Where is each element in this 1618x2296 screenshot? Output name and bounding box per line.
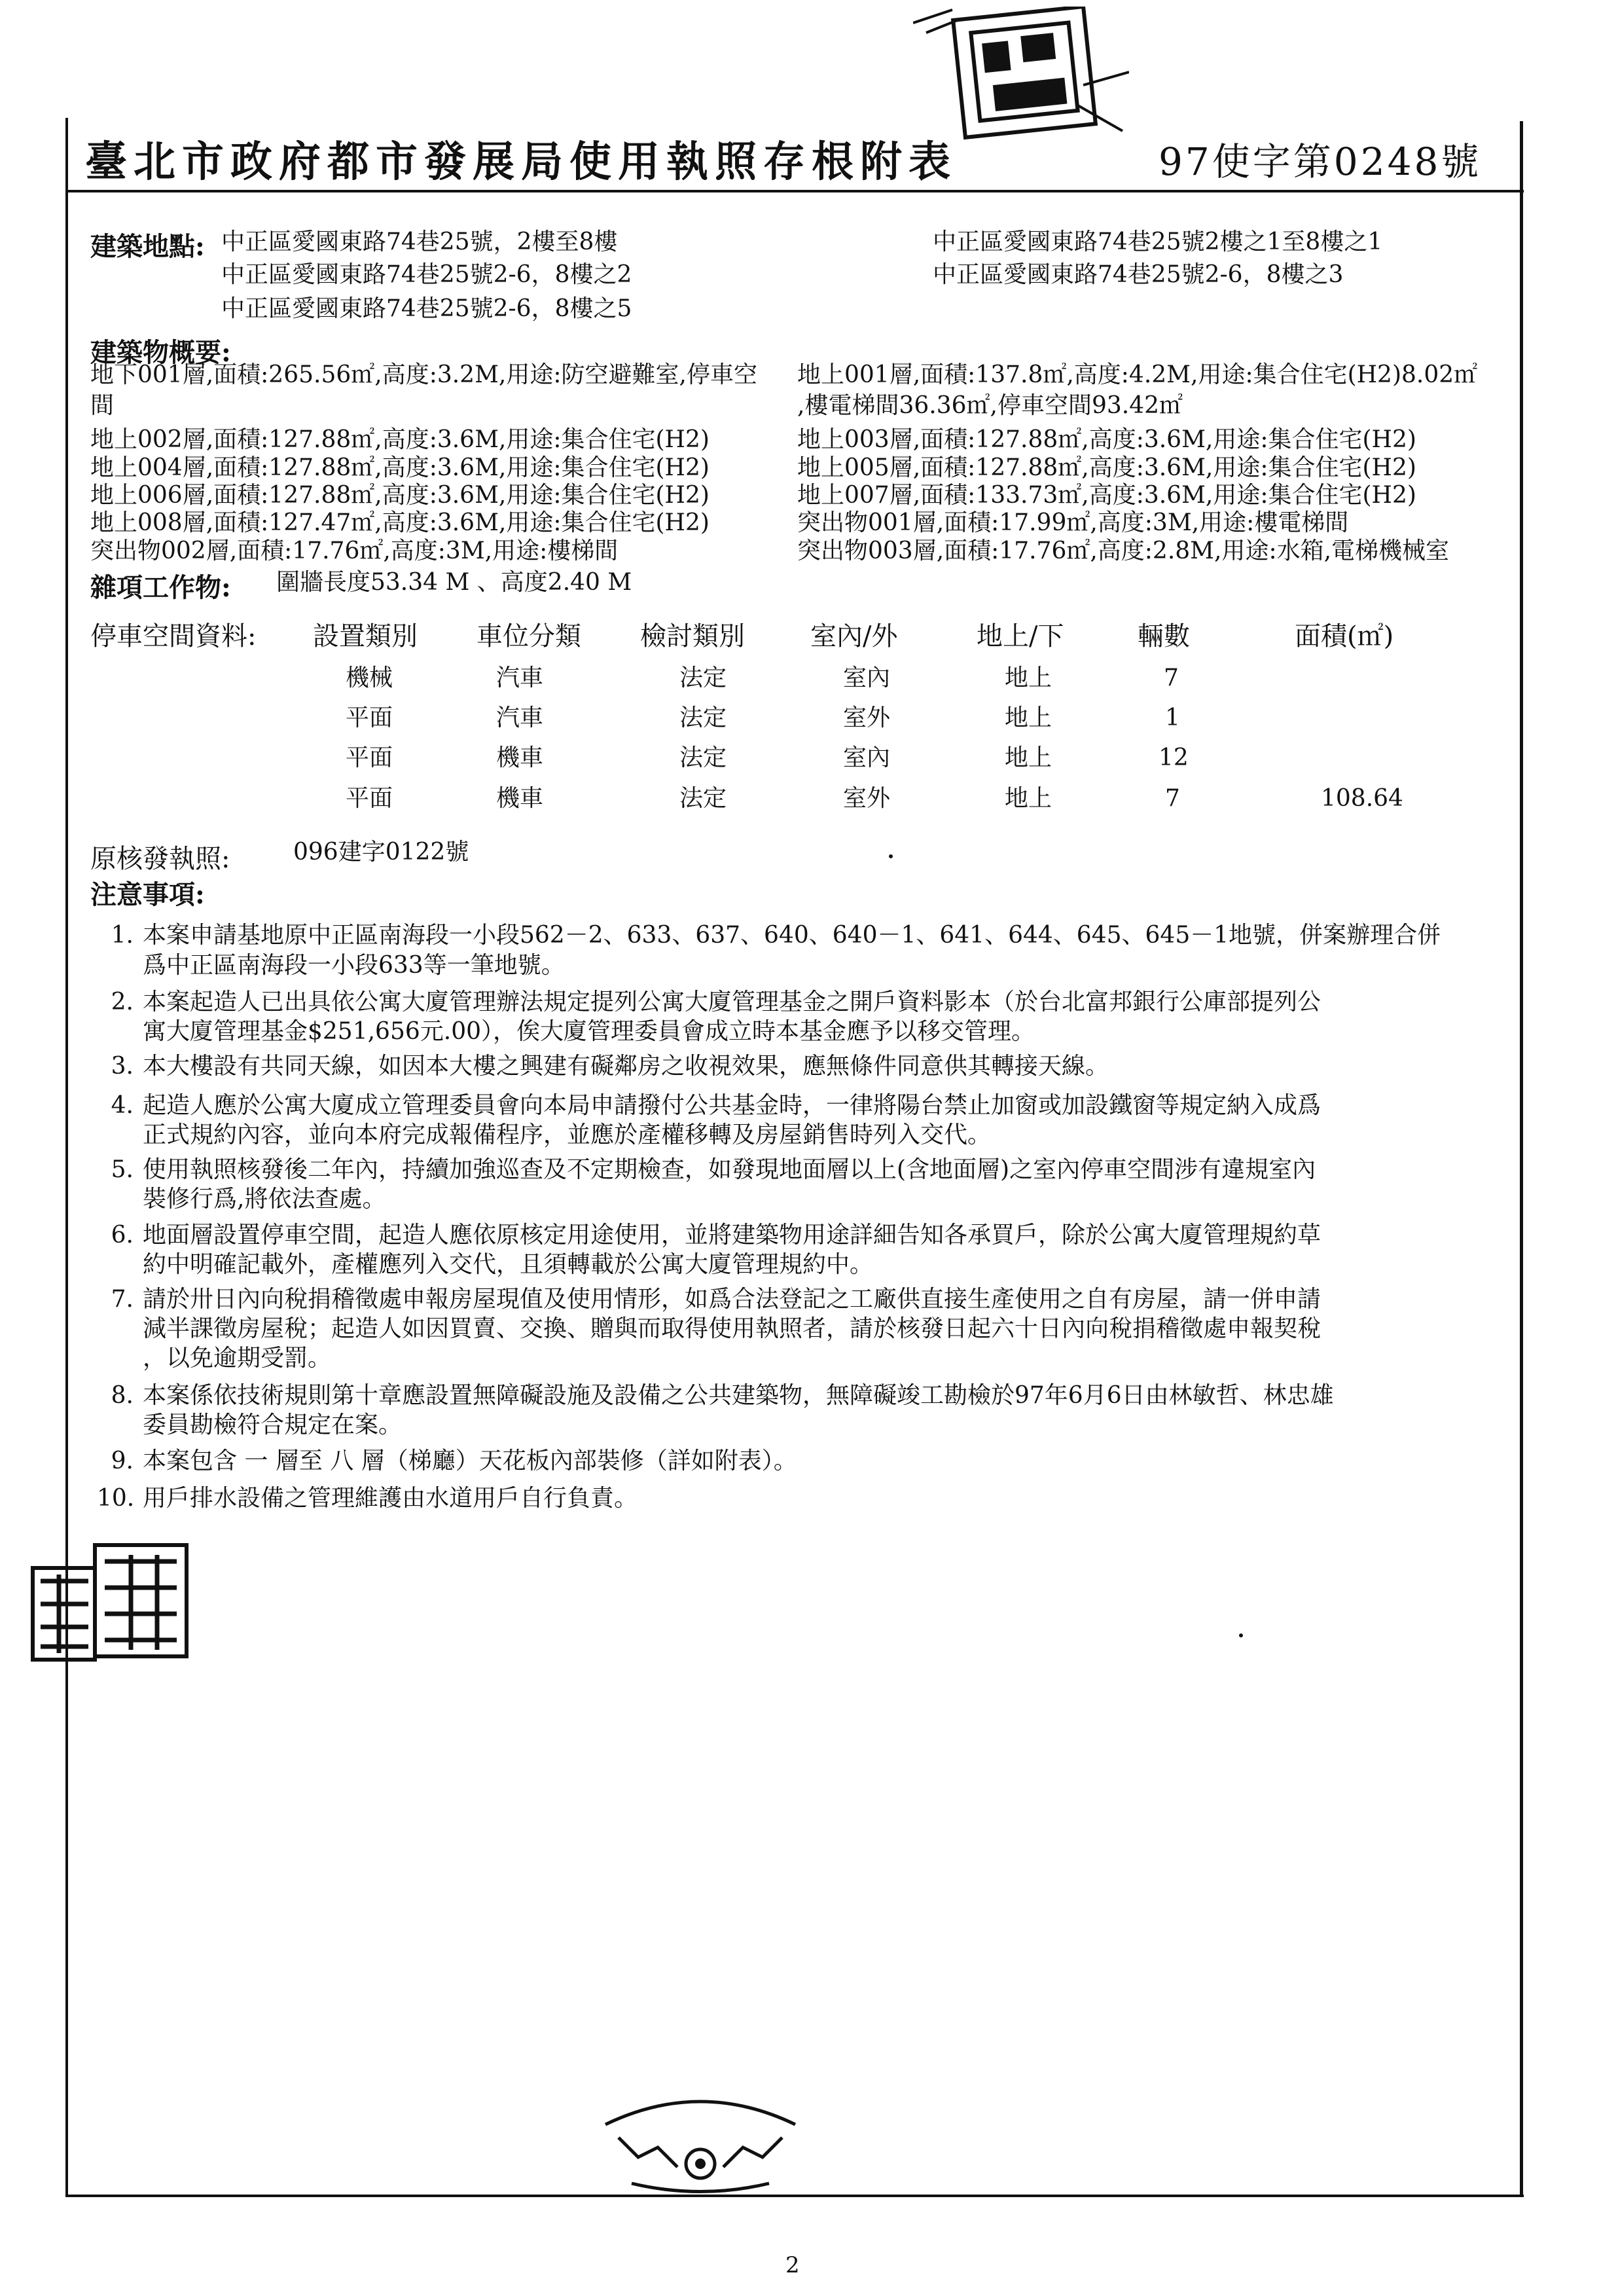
note-item: 3. 本大樓設有共同天線，如因本大樓之興建有礙鄰房之收視效果，應無條件同意供其轉接天線。 <box>111 1053 1109 1080</box>
permit-number: 97使字第0248號 <box>1159 139 1482 184</box>
parking-header: 檢討類別 <box>640 621 745 651</box>
parking-header: 輛數 <box>1138 621 1190 651</box>
note-continuation: ，以免逾期受罰。 <box>143 1345 332 1372</box>
parking-header: 設置類別 <box>313 621 418 651</box>
note-continuation: 爲中正區南海段一小段633等一筆地號。 <box>143 952 565 979</box>
original-permit-value: 096建字0122號 <box>293 839 469 866</box>
page-number: 2 <box>785 2252 800 2278</box>
parking-cell: 地上 <box>1005 704 1052 731</box>
parking-cell: 平面 <box>346 744 393 771</box>
overview-item: 地下001層,面積:265.56㎡,高度:3.2M,用途:防空避難室,停車空 <box>90 361 757 388</box>
note-continuation: 委員勘檢符合規定在案。 <box>143 1412 403 1438</box>
overview-item: 地上006層,面積:127.88㎡,高度:3.6M,用途:集合住宅(H2) <box>90 482 710 509</box>
note-continuation: 減半課徵房屋稅；起造人如因買賣、交換、贈與而取得使用執照者，請於核發日起六十日內向稅捐稽徵處申報契稅 <box>143 1315 1321 1342</box>
parking-header: 面積(㎡) <box>1295 621 1394 651</box>
parking-cell: 室內 <box>843 665 891 691</box>
parking-cell: 法定 <box>679 704 727 731</box>
official-seal-icon <box>913 7 1129 147</box>
parking-cell: 7 <box>1165 785 1180 812</box>
note-item: 6. 地面層設置停車空間，起造人應依原核定用途使用，並將建築物用途詳細告知各承買戶，除於公寓大廈管理規約草 <box>111 1222 1321 1248</box>
note-item: 2. 本案起造人已出具依公寓大廈管理辦法規定提列公寓大廈管理基金之開戶資料影本（於台北富邦銀行公庫部提列公 <box>111 989 1321 1015</box>
parking-cell: 平面 <box>346 785 393 812</box>
parking-header: 室內/外 <box>810 621 898 651</box>
bottom-seal-icon <box>592 2085 808 2196</box>
note-continuation: 約中明確記載外，產權應列入交代，且須轉載於公寓大廈管理規約中。 <box>143 1251 874 1278</box>
parking-header: 地上/下 <box>977 621 1064 651</box>
site-label: 建築地點: <box>90 231 205 262</box>
note-continuation: 正式規約內容，並向本府完成報備程序，並應於產權移轉及房屋銷售時列入交代。 <box>143 1121 992 1148</box>
site-address: 中正區愛國東路74巷25號，2樓至8樓 <box>221 228 618 255</box>
parking-cell: 汽車 <box>496 665 544 691</box>
site-address: 中正區愛國東路74巷25號2樓之1至8樓之1 <box>933 228 1383 255</box>
overview-item: ,樓電梯間36.36㎡,停車空間93.42㎡ <box>797 392 1183 419</box>
original-permit-label: 原核發執照: <box>90 844 230 874</box>
site-address: 中正區愛國東路74巷25號2-6，8樓之3 <box>933 261 1344 288</box>
note-item: 10. 用戶排水設備之管理維護由水道用戶自行負責。 <box>97 1485 638 1512</box>
overview-item: 突出物001層,面積:17.99㎡,高度:3M,用途:樓電梯間 <box>797 509 1349 536</box>
notes-label: 注意事項: <box>90 879 205 910</box>
parking-cell: 地上 <box>1005 744 1052 771</box>
document-title: 臺北市政府都市發展局使用執照存根附表 <box>85 137 957 187</box>
parking-cell: 法定 <box>679 665 727 691</box>
speck <box>889 854 893 858</box>
overview-item: 突出物002層,面積:17.76㎡,高度:3M,用途:樓梯間 <box>90 538 619 564</box>
parking-header: 車位分類 <box>476 621 581 651</box>
overview-item: 地上001層,面積:137.8㎡,高度:4.2M,用途:集合住宅(H2)8.02㎡ <box>797 361 1478 388</box>
parking-cell: 室內 <box>843 744 891 771</box>
note-item: 4. 起造人應於公寓大廈成立管理委員會向本局申請撥付公共基金時，一律將陽台禁止加窗或加設鐵窗等規定納入成爲 <box>111 1092 1321 1119</box>
parking-cell: 機車 <box>496 785 544 812</box>
parking-cell: 機械 <box>346 665 393 691</box>
overview-item: 地上002層,面積:127.88㎡,高度:3.6M,用途:集合住宅(H2) <box>90 426 710 453</box>
parking-cell: 機車 <box>496 744 544 771</box>
parking-cell: 地上 <box>1005 785 1052 812</box>
top-border <box>65 190 1524 192</box>
parking-cell: 1 <box>1165 704 1180 731</box>
parking-label: 停車空間資料: <box>90 621 257 651</box>
site-address: 中正區愛國東路74巷25號2-6，8樓之5 <box>221 295 632 322</box>
parking-cell: 平面 <box>346 704 393 731</box>
note-item: 9. 本案包含 一 層至 八 層（梯廳）天花板內部裝修（詳如附表）。 <box>111 1448 797 1474</box>
parking-cell: 法定 <box>679 785 727 812</box>
overview-item: 地上007層,面積:133.73㎡,高度:3.6M,用途:集合住宅(H2) <box>797 482 1416 509</box>
left-border <box>65 118 68 2196</box>
parking-cell: 地上 <box>1005 665 1052 691</box>
parking-cell: 汽車 <box>496 704 544 731</box>
note-item: 1. 本案申請基地原中正區南海段一小段562－2、633、637、640、640－1、641、644、645、645－1地號，併案辦理合併 <box>111 922 1441 949</box>
overview-item: 地上005層,面積:127.88㎡,高度:3.6M,用途:集合住宅(H2) <box>797 454 1416 481</box>
overview-item: 地上008層,面積:127.47㎡,高度:3.6M,用途:集合住宅(H2) <box>90 509 710 536</box>
note-item: 5. 使用執照核發後二年內，持續加強巡查及不定期檢查，如發現地面層以上(含地面層)之室內停車空間涉有違規室內 <box>111 1156 1316 1183</box>
overview-item: 地上003層,面積:127.88㎡,高度:3.6M,用途:集合住宅(H2) <box>797 426 1416 453</box>
parking-cell: 室外 <box>843 785 891 812</box>
misc-label: 雜項工作物: <box>90 572 231 603</box>
parking-cell: 法定 <box>679 744 727 771</box>
parking-cell: 12 <box>1159 744 1189 771</box>
note-item: 7. 請於卅日內向稅捐稽徵處申報房屋現值及使用情形，如爲合法登記之工廠供直接生產使用之自有房屋，請一併申請 <box>111 1286 1321 1313</box>
overview-item: 突出物003層,面積:17.76㎡,高度:2.8M,用途:水箱,電梯機械室 <box>797 538 1450 564</box>
approval-stamp-icon <box>26 1542 190 1666</box>
overview-item: 間 <box>90 392 115 419</box>
overview-item: 地上004層,面積:127.88㎡,高度:3.6M,用途:集合住宅(H2) <box>90 454 710 481</box>
parking-cell: 7 <box>1164 665 1179 691</box>
note-continuation: 裝修行爲,將依法查處。 <box>143 1186 386 1212</box>
parking-cell: 108.64 <box>1321 785 1403 812</box>
parking-cell: 室外 <box>843 704 891 731</box>
speck <box>1239 1633 1243 1637</box>
note-item: 8. 本案係依技術規則第十章應設置無障礙設施及設備之公共建築物，無障礙竣工勘檢於97年6月6日由林敏哲、林忠雄 <box>111 1382 1334 1409</box>
site-address: 中正區愛國東路74巷25號2-6，8樓之2 <box>221 261 632 288</box>
note-continuation: 寓大廈管理基金$251,656元.00），俟大廈管理委員會成立時本基金應予以移交管理。 <box>143 1018 1035 1045</box>
overview-label: 建築物概要: <box>90 337 231 368</box>
right-border <box>1520 121 1523 2196</box>
misc-value: 圍牆長度53.34 M 、高度2.40 M <box>276 569 632 596</box>
